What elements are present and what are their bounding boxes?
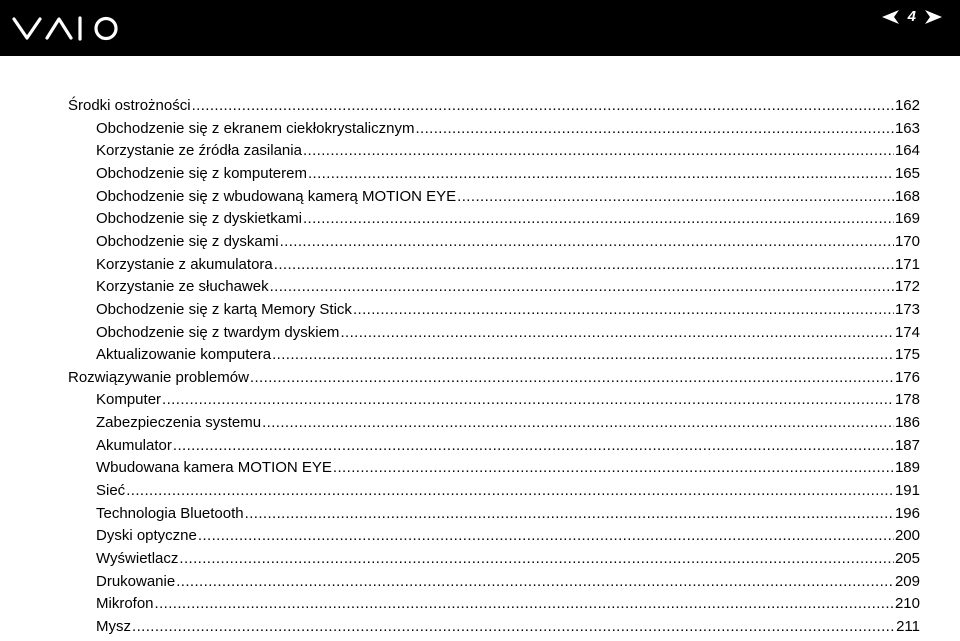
toc-entry-page: 209 — [894, 572, 920, 590]
toc-entry-title: Sieć — [96, 482, 126, 500]
dot-leader — [198, 525, 894, 547]
dot-leader — [308, 163, 894, 185]
toc-entry-page: 173 — [894, 300, 920, 318]
toc-entry[interactable] — [96, 548, 920, 570]
toc-entry-page: 172 — [894, 278, 920, 296]
toc-entry-page: 168 — [894, 187, 920, 205]
dot-leader — [245, 503, 894, 525]
toc-entry-title: Wbudowana kamera MOTION EYE — [96, 459, 332, 477]
toc-entry[interactable] — [68, 95, 920, 117]
toc-entry[interactable] — [96, 616, 920, 638]
vaio-logo — [12, 13, 124, 43]
toc-entry-title: Akumulator — [96, 436, 172, 454]
toc-entry-title: Obchodzenie się z kartą Memory Stick — [96, 300, 352, 318]
dot-leader — [353, 299, 894, 321]
toc-entry-title: Korzystanie z akumulatora — [96, 255, 273, 273]
toc-entry-page: 178 — [894, 391, 920, 409]
toc-entry-page: 164 — [894, 142, 920, 160]
dot-leader — [176, 571, 894, 593]
toc-entry[interactable] — [96, 389, 920, 411]
toc-entry-title: Obchodzenie się z dyskami — [96, 232, 279, 250]
toc-entry-page: 191 — [894, 482, 920, 500]
toc-entry-title: Obchodzenie się z wbudowaną kamerą MOTION EYE — [96, 187, 457, 205]
dot-leader — [262, 412, 894, 434]
toc-entry-title: Obchodzenie się z ekranem ciekłokrystalicznym — [96, 119, 415, 137]
toc-entry[interactable] — [96, 276, 920, 298]
toc-entry-title: Aktualizowanie komputera — [96, 346, 272, 364]
toc-entry-page: 189 — [894, 459, 920, 477]
toc-entry[interactable] — [96, 344, 920, 366]
toc-entry-title: Komputer — [96, 391, 162, 409]
toc-entry[interactable] — [96, 140, 920, 162]
toc-entry-page: 169 — [894, 210, 920, 228]
toc-entry-title: Drukowanie — [96, 572, 176, 590]
page-header — [0, 0, 960, 56]
toc-entry-page: 210 — [894, 595, 920, 613]
toc-entry[interactable] — [96, 412, 920, 434]
toc-entry-page: 165 — [894, 164, 920, 182]
toc-entry-title: Dyski optyczne — [96, 527, 197, 545]
toc-entry-page: 175 — [894, 346, 920, 364]
dot-leader — [333, 457, 894, 479]
toc-entry[interactable] — [96, 118, 920, 140]
dot-leader — [280, 231, 894, 253]
toc-entry-page: 200 — [894, 527, 920, 545]
dot-leader — [457, 186, 894, 208]
toc-entry[interactable] — [96, 186, 920, 208]
toc-entry-page: 162 — [894, 97, 920, 114]
toc-entry-title: Obchodzenie się z twardym dyskiem — [96, 323, 340, 341]
toc-entry-page: 174 — [894, 323, 920, 341]
dot-leader — [179, 548, 894, 570]
toc-entry-page: 186 — [894, 414, 920, 432]
dot-leader — [415, 118, 894, 140]
toc-entry-page: 211 — [896, 617, 920, 635]
toc-entry[interactable] — [96, 525, 920, 547]
dot-leader — [303, 140, 894, 162]
toc-entry-title: Zabezpieczenia systemu — [96, 414, 262, 432]
toc-entry-title: Technologia Bluetooth — [96, 504, 244, 522]
dot-leader — [340, 322, 894, 344]
toc-entry-page: 196 — [894, 504, 920, 522]
dot-leader — [155, 593, 894, 615]
arrow-left-icon[interactable] — [882, 10, 899, 24]
page-navigation — [882, 6, 942, 28]
toc-entry-page: 187 — [894, 436, 920, 454]
toc-entry[interactable] — [96, 231, 920, 253]
dot-leader — [173, 435, 894, 457]
toc-entry[interactable] — [96, 503, 920, 525]
page-number: 4 — [907, 8, 916, 25]
toc-entry-page: 170 — [894, 232, 920, 250]
toc-entry[interactable] — [96, 571, 920, 593]
toc-entry[interactable] — [68, 367, 920, 389]
toc-entry[interactable] — [96, 254, 920, 276]
toc-entry-page: 163 — [894, 119, 920, 137]
dot-leader — [126, 480, 894, 502]
toc-entry-title: Obchodzenie się z dyskietkami — [96, 210, 302, 228]
toc-entry-title: Wyświetlacz — [96, 550, 179, 567]
dot-leader — [270, 276, 894, 298]
dot-leader — [274, 254, 894, 276]
toc-entry-title: Rozwiązywanie problemów — [68, 368, 249, 386]
dot-leader — [272, 344, 894, 366]
toc-entry-title: Korzystanie ze źródła zasilania — [96, 142, 302, 160]
arrow-right-icon[interactable] — [925, 10, 942, 24]
dot-leader — [303, 208, 894, 230]
toc-entry[interactable] — [96, 435, 920, 457]
toc-entry[interactable] — [96, 163, 920, 185]
toc-entry[interactable] — [96, 480, 920, 502]
dot-leader — [162, 389, 894, 411]
toc-entry-title: Obchodzenie się z komputerem — [96, 164, 307, 182]
toc-entry-title: Środki ostrożności — [68, 97, 191, 114]
toc-entry-page: 176 — [894, 368, 920, 386]
toc-entry[interactable] — [96, 299, 920, 321]
toc-entry[interactable] — [96, 208, 920, 230]
toc-entry-title: Korzystanie ze słuchawek — [96, 278, 269, 296]
toc-entry[interactable] — [96, 593, 920, 615]
toc-entry-title: Mysz — [96, 617, 131, 635]
toc-entry-page: 205 — [894, 550, 920, 567]
dot-leader — [250, 367, 894, 389]
toc-entry[interactable] — [96, 457, 920, 479]
dot-leader — [132, 616, 895, 638]
toc-entry-title: Mikrofon — [96, 595, 154, 613]
toc-entry[interactable] — [96, 322, 920, 344]
dot-leader — [192, 95, 894, 117]
toc-entry-page: 171 — [894, 255, 920, 273]
